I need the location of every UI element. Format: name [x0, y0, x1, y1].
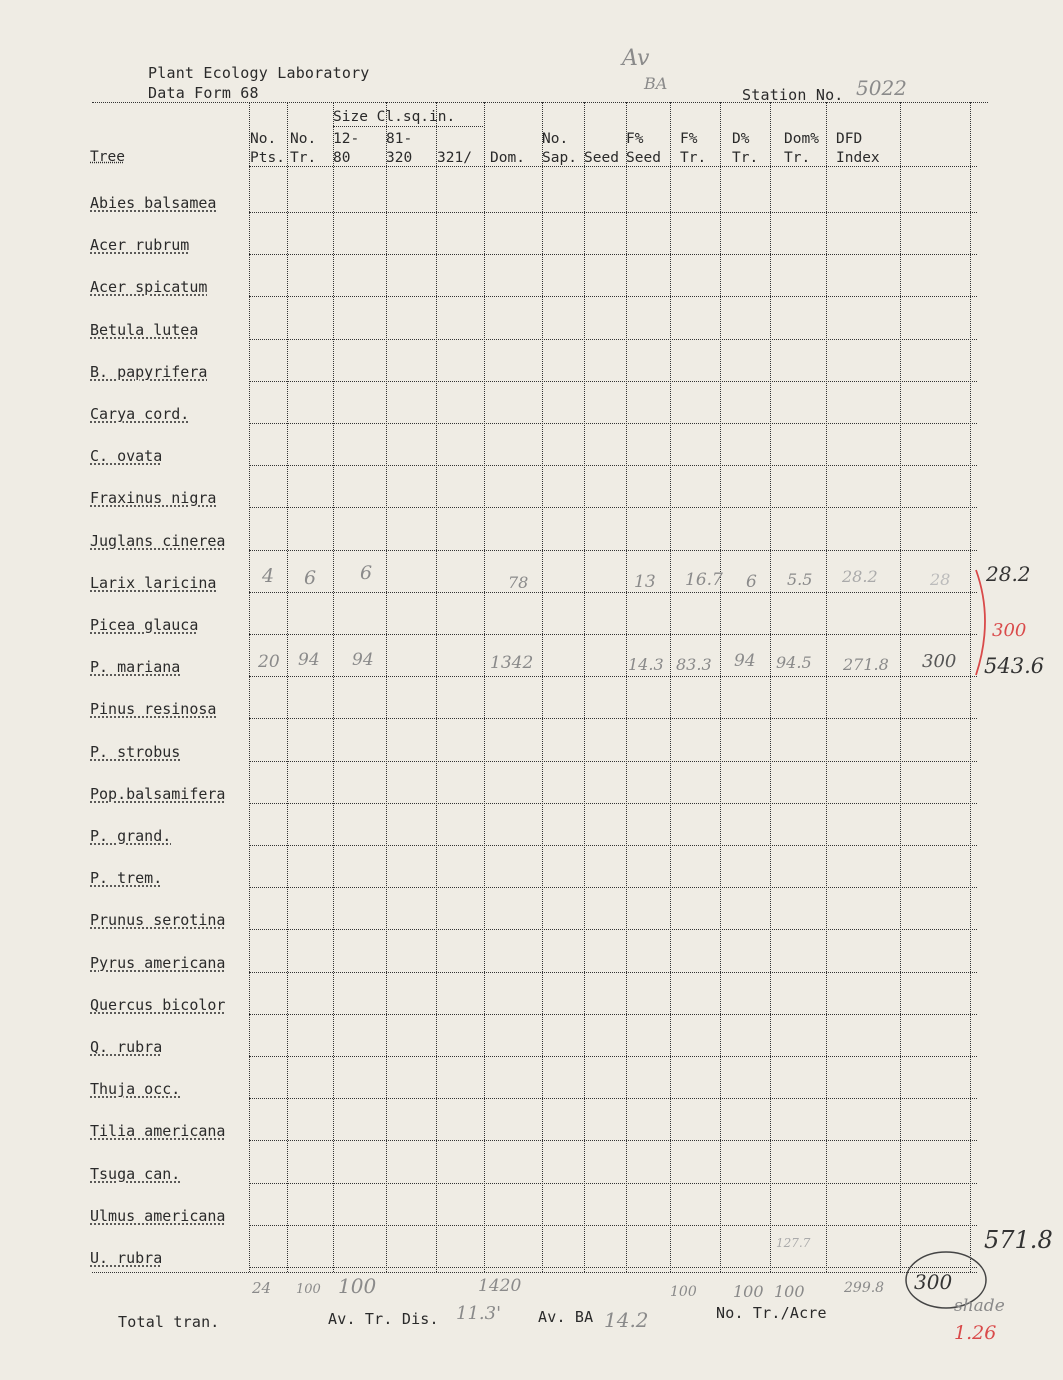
- tree-name: Q. rubra: [90, 1038, 163, 1056]
- total-domtr-above: 127.7: [776, 1236, 811, 1250]
- tree-row-label: [90, 321, 198, 339]
- tree-row-label: [90, 616, 198, 634]
- larix-dom: 78: [508, 573, 529, 592]
- total-domtr: 100: [774, 1282, 805, 1301]
- row-line: [249, 887, 977, 888]
- total-circled: 300: [914, 1270, 953, 1294]
- av-tr-dis-label: Av. Tr. Dis.: [328, 1310, 439, 1328]
- tree-row-label: [90, 532, 225, 550]
- station-number: 5022: [856, 76, 907, 100]
- col-f-tr: F% Tr.: [680, 131, 707, 166]
- grid-column-line: [670, 102, 671, 1272]
- tree-name: Abies balsamea: [90, 194, 217, 212]
- tree-name: Pop.balsamifera: [90, 785, 226, 803]
- tree-row-label: [90, 785, 225, 803]
- total-s1: 100: [338, 1274, 377, 1298]
- mariana-dfd: 271.8: [843, 655, 889, 674]
- grid-column-line: [584, 102, 585, 1272]
- grid-column-line: [484, 102, 485, 1272]
- total-dfd: 299.8: [844, 1280, 885, 1296]
- tree-row-label: [90, 1038, 162, 1056]
- tree-row-label: [90, 363, 207, 381]
- row-line: [249, 592, 977, 593]
- larix-pts: 4: [262, 565, 275, 587]
- grid-column-line: [770, 102, 771, 1272]
- larix-dtr: 6: [746, 572, 757, 592]
- tree-name: Betula lutea: [90, 321, 199, 339]
- col-no-pts: No. Pts.: [250, 131, 285, 166]
- row-line: [249, 1056, 977, 1057]
- larix-domtr: 5.5: [787, 570, 813, 589]
- larix-extra: 28: [930, 570, 951, 589]
- grid-column-line: [542, 102, 543, 1272]
- grid-column-line: [900, 102, 901, 1272]
- tree-name: Carya cord.: [90, 405, 190, 423]
- row-line: [249, 1267, 977, 1268]
- row-line: [249, 1225, 977, 1226]
- tree-row-label: [90, 447, 162, 465]
- tree-name: Thuja occ.: [90, 1080, 181, 1098]
- row-line: [249, 1014, 977, 1015]
- col-dom: Dom.: [490, 150, 525, 166]
- tree-name: Acer spicatum: [90, 278, 208, 296]
- col-f-seed: F% Seed: [626, 131, 661, 166]
- red-bracket: [970, 565, 1000, 680]
- grid-column-line: [386, 102, 387, 1272]
- tree-row-label: [90, 489, 216, 507]
- mariana-domtr: 94.5: [776, 653, 812, 672]
- tree-name: Acer rubrum: [90, 236, 190, 254]
- tree-row-label: [90, 1207, 225, 1225]
- tree-name: Picea glauca: [90, 616, 199, 634]
- tree-row-label: [90, 1122, 225, 1140]
- av-ba-label: Av. BA: [538, 1308, 594, 1326]
- row-line: [249, 423, 977, 424]
- row-line: [249, 1098, 977, 1099]
- larix-s1: 6: [360, 562, 373, 584]
- row-line: [249, 676, 977, 677]
- tree-row-label: [90, 869, 162, 887]
- tree-name: Larix laricina: [90, 574, 217, 592]
- row-line: [249, 803, 977, 804]
- total-pts: 24: [252, 1279, 272, 1297]
- larix-ftr: 16.7: [685, 570, 723, 590]
- table-bottom-line: [92, 1272, 977, 1273]
- mariana-dom: 1342: [490, 653, 534, 673]
- tree-row-label: [90, 405, 189, 423]
- larix-dfd: 28.2: [842, 567, 878, 586]
- grid-column-line: [287, 102, 288, 1272]
- tree-row-label: [90, 1165, 180, 1183]
- tree-name: P. strobus: [90, 743, 181, 761]
- row-line: [249, 1183, 977, 1184]
- shade-value: 1.26: [954, 1322, 997, 1344]
- grid-column-line: [970, 102, 971, 1272]
- row-line: [249, 381, 977, 382]
- mariana-extra: 300: [922, 651, 957, 672]
- tree-row-label: [90, 743, 180, 761]
- tree-name: P. grand.: [90, 827, 172, 845]
- larix-margin: 28.2: [986, 562, 1031, 586]
- row-line: [249, 972, 977, 973]
- larix-tr: 6: [304, 567, 317, 589]
- tree-name: B. papyrifera: [90, 363, 208, 381]
- row-line: [249, 718, 977, 719]
- total-dtr: 100: [733, 1282, 764, 1301]
- tree-name: C. ovata: [90, 447, 163, 465]
- row-line: [249, 634, 977, 635]
- total-right: 571.8: [984, 1226, 1053, 1254]
- tree-row-label: [90, 278, 207, 296]
- grid-column-line: [333, 102, 334, 1272]
- grid-column-line: [720, 102, 721, 1272]
- larix-fseed: 13: [634, 572, 656, 592]
- mariana-s1: 94: [352, 650, 374, 670]
- col-d-tr: D% Tr.: [732, 131, 759, 166]
- tree-row-label: [90, 996, 225, 1014]
- row-line: [249, 254, 977, 255]
- tree-row-label: [90, 194, 216, 212]
- col-size-81-320: 81- 320: [386, 131, 413, 166]
- tree-name: U. rubra: [90, 1249, 163, 1267]
- col-seed: Seed: [584, 150, 619, 166]
- mariana-fseed: 14.3: [628, 655, 664, 674]
- row-line: [249, 507, 977, 508]
- tree-row-label: [90, 700, 216, 718]
- tree-name: Pyrus americana: [90, 954, 226, 972]
- row-line: [249, 550, 977, 551]
- mariana-red-value: 300: [992, 620, 1027, 641]
- row-line: [249, 339, 977, 340]
- av-ba-value: 14.2: [604, 1308, 649, 1332]
- tree-name: P. trem.: [90, 869, 163, 887]
- annotation-ba: BA: [644, 74, 668, 93]
- grid-column-line: [249, 102, 250, 1272]
- row-line: [249, 296, 977, 297]
- mariana-pts: 20: [258, 652, 280, 672]
- col-dfd-index: DFD Index: [836, 131, 880, 166]
- total-dom: 1420: [478, 1276, 522, 1296]
- col-size-321: 321/: [437, 150, 472, 166]
- lab-title: Plant Ecology Laboratory: [148, 64, 370, 82]
- tree-row-label: [90, 954, 225, 972]
- grid-column-line: [626, 102, 627, 1272]
- col-no-sap: No. Sap.: [542, 131, 577, 166]
- form-title: Data Form 68: [148, 84, 259, 102]
- tree-name: Ulmus americana: [90, 1207, 226, 1225]
- tree-name: Pinus resinosa: [90, 700, 217, 718]
- annotation-av: Av: [622, 46, 650, 71]
- mariana-dtr: 94: [734, 651, 756, 671]
- tree-name: P. mariana: [90, 658, 181, 676]
- av-tr-dis-value: 11.3': [456, 1303, 502, 1324]
- total-tr: 100: [296, 1282, 321, 1297]
- tree-name: Quercus bicolor: [90, 996, 226, 1014]
- mariana-ftr: 83.3: [676, 655, 712, 674]
- row-line: [249, 845, 977, 846]
- col-size-group: Size Cl.sq.in.: [333, 109, 456, 125]
- tree-row-label: [90, 1249, 162, 1267]
- mariana-tr: 94: [298, 650, 320, 670]
- tree-name: Tilia americana: [90, 1122, 226, 1140]
- col-dom-tr: Dom% Tr.: [784, 131, 819, 166]
- tree-row-label: [90, 1080, 180, 1098]
- station-label: Station No.: [742, 86, 844, 104]
- mariana-margin: 543.6: [984, 654, 1045, 678]
- tree-row-label: [90, 827, 171, 845]
- grid-column-line: [436, 102, 437, 1272]
- tree-name: Tsuga can.: [90, 1165, 181, 1183]
- grid-column-line: [826, 102, 827, 1272]
- col-size-12-80: 12- 80: [333, 131, 360, 166]
- row-line: [249, 212, 977, 213]
- tree-row-label: [90, 658, 180, 676]
- tree-row-label: [90, 574, 216, 592]
- header-top-line: [92, 102, 988, 103]
- shade-label: shade: [954, 1296, 1005, 1316]
- col-no-tr: No. Tr.: [290, 131, 317, 166]
- no-tr-acre-label: No. Tr./Acre: [716, 1304, 827, 1322]
- row-line: [249, 761, 977, 762]
- tree-row-label: [90, 236, 189, 254]
- tree-name: Fraxinus nigra: [90, 489, 217, 507]
- row-line: [249, 1140, 977, 1141]
- row-line: [249, 929, 977, 930]
- tree-row-label: [90, 911, 225, 929]
- total-tran-label: Total tran.: [118, 1313, 220, 1331]
- tree-name: Prunus serotina: [90, 911, 226, 929]
- total-ftr: 100: [670, 1284, 697, 1300]
- col-tree: Tree: [90, 149, 125, 165]
- row-line: [249, 465, 977, 466]
- tree-name: Juglans cinerea: [90, 532, 226, 550]
